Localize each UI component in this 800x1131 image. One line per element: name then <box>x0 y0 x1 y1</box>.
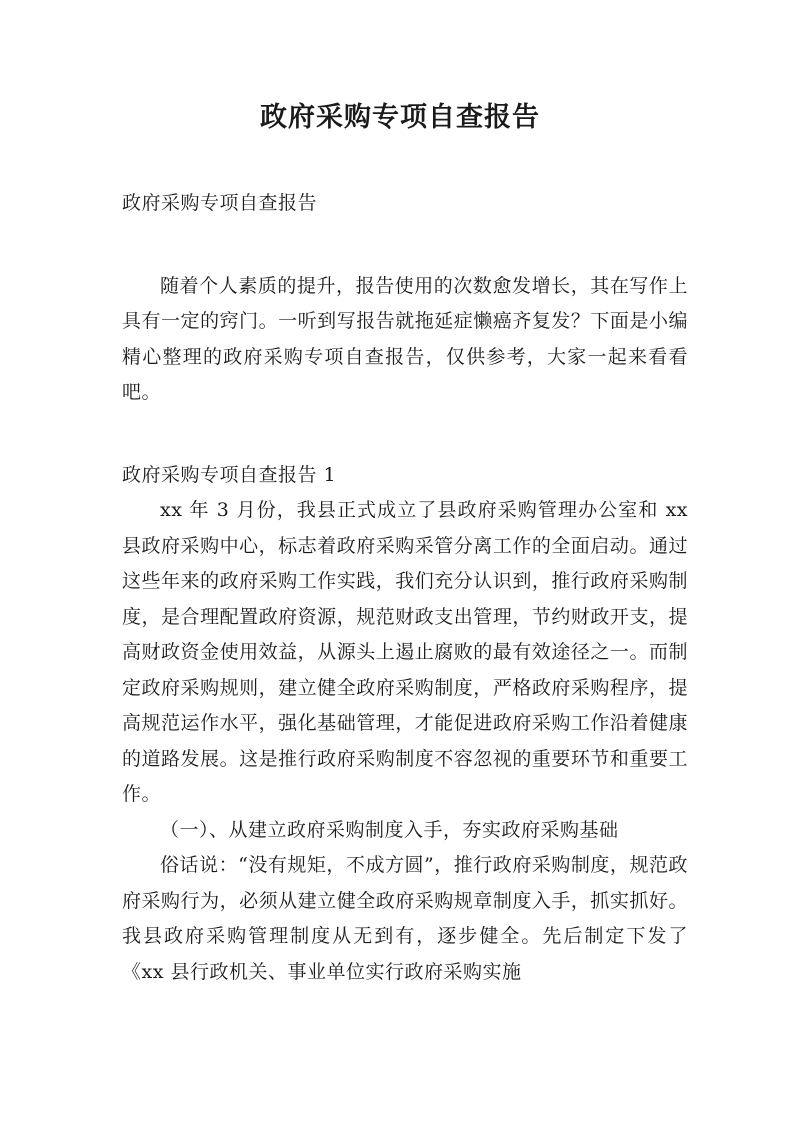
intro-paragraph: 随着个人素质的提升，报告使用的次数愈发增长，其在写作上具有一定的窍门。一听到写报告就拖延症懒癌齐复发？下面是小编精心整理的政府采购专项自查报告，仅供参考，大家一起来看看吧。 <box>122 274 688 403</box>
document-body <box>122 186 688 990</box>
document-subtitle: 政府采购专项自查报告 <box>122 192 318 214</box>
body-paragraph-2: 俗话说：“没有规矩，不成方圆”，推行政府采购制度，规范政府采购行为，必须从建立健全政府采购规章制度入手，抓实抓好。我县政府采购管理制度从无到有，逐步健全。先后制定下发了《xx 县行政机关、事业单位实行政府采购实施 <box>122 854 688 983</box>
section-heading: 政府采购专项自查报告 1 <box>122 463 337 486</box>
body-paragraph-1: xx 年 3 月份，我县正式成立了县政府采购管理办公室和 xx 县政府采购中心，标志着政府采购采管分离工作的全面启动。通过这些年来的政府采购工作实践，我们充分认识到，推行政府采购制度，是合理配置政府资源，规范财政支出管理，节约财政开支，提高财政资金使用效益，从源头上遏止腐败的最有效途径之一。而制定政府采购规则，建立健全政府采购制度，严格政府采购程序，提高规范运作水平，强化基础管理，才能促进政府采购工作沿着健康的道路发展。这是推行政府采购制度不容忽视的重要环节和重要工作。 <box>122 499 688 805</box>
document-title: 政府采购专项自查报告 <box>260 102 540 133</box>
subheading-1: （一）、从建立政府采购制度入手，夯实政府采购基础 <box>160 818 619 841</box>
